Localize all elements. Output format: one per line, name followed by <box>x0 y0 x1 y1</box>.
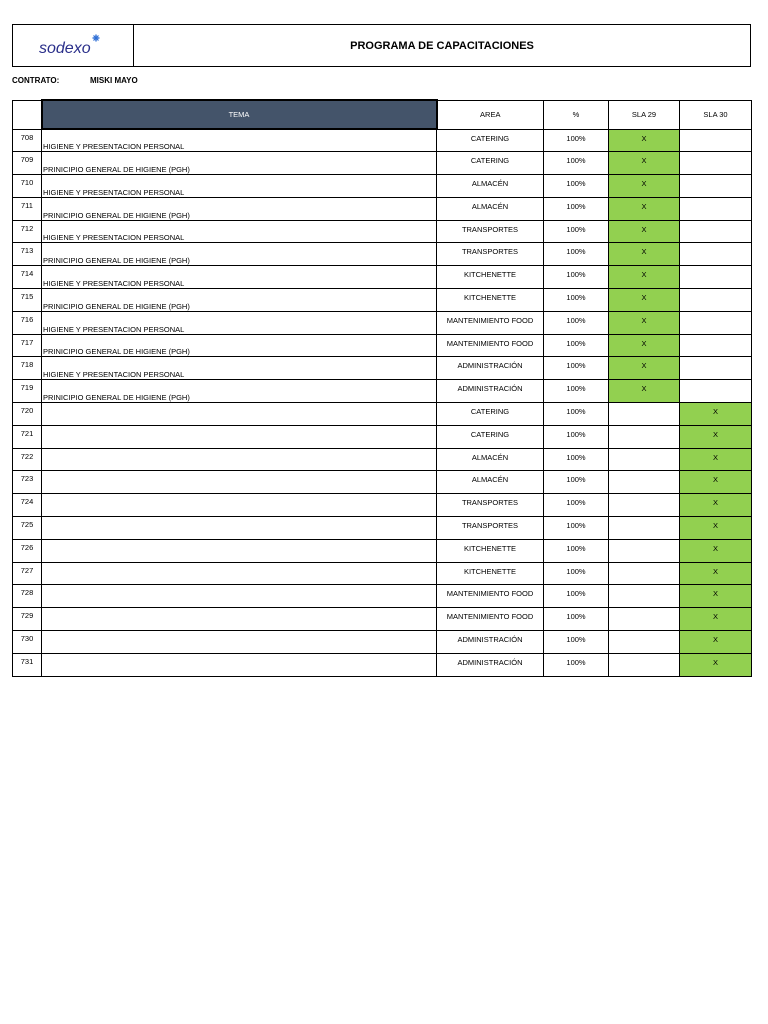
row-tema <box>42 448 437 471</box>
row-percent: 100% <box>544 448 609 471</box>
table-row <box>13 608 752 631</box>
row-area: CATERING <box>437 403 544 426</box>
row-tema <box>42 471 437 494</box>
row-area: CATERING <box>437 425 544 448</box>
row-sla-29 <box>609 425 680 448</box>
row-sla-30 <box>680 197 752 220</box>
table-row <box>13 425 752 448</box>
row-sla-29: X <box>609 243 680 266</box>
row-percent: 100% <box>544 243 609 266</box>
row-tema <box>42 585 437 608</box>
row-tema: HIGIENE Y PRESENTACION PERSONAL <box>42 311 437 334</box>
row-area: ADMINISTRACIÓN <box>437 380 544 403</box>
row-number: 721 <box>13 425 42 448</box>
row-percent: 100% <box>544 585 609 608</box>
row-area: MANTENIMIENTO FOOD <box>437 334 544 357</box>
row-area: KITCHENETTE <box>437 562 544 585</box>
table-row <box>13 334 752 357</box>
row-sla-29: X <box>609 152 680 175</box>
table-row <box>13 243 752 266</box>
row-sla-29 <box>609 494 680 517</box>
table-row <box>13 289 752 312</box>
row-sla-30 <box>680 311 752 334</box>
row-area: MANTENIMIENTO FOOD <box>437 608 544 631</box>
row-number: 711 <box>13 197 42 220</box>
row-sla-29: X <box>609 220 680 243</box>
table-row <box>13 266 752 289</box>
row-sla-30 <box>680 380 752 403</box>
row-number: 708 <box>13 129 42 152</box>
row-area: MANTENIMIENTO FOOD <box>437 585 544 608</box>
table-row <box>13 129 752 152</box>
star-icon <box>93 34 100 41</box>
row-tema: HIGIENE Y PRESENTACION PERSONAL <box>42 220 437 243</box>
row-sla-29: X <box>609 289 680 312</box>
row-tema: HIGIENE Y PRESENTACION PERSONAL <box>42 357 437 380</box>
table-row <box>13 197 752 220</box>
row-area: ALMACÉN <box>437 471 544 494</box>
row-number: 730 <box>13 631 42 654</box>
row-sla-30: X <box>680 539 752 562</box>
row-sla-29 <box>609 471 680 494</box>
row-percent: 100% <box>544 357 609 380</box>
row-number: 726 <box>13 539 42 562</box>
table-row <box>13 403 752 426</box>
row-sla-29: X <box>609 197 680 220</box>
row-area: ADMINISTRACIÓN <box>437 631 544 654</box>
row-sla-30 <box>680 243 752 266</box>
row-sla-30 <box>680 289 752 312</box>
row-percent: 100% <box>544 403 609 426</box>
column-header-percent: % <box>544 100 609 129</box>
row-sla-30 <box>680 175 752 198</box>
row-area: ADMINISTRACIÓN <box>437 357 544 380</box>
row-tema: HIGIENE Y PRESENTACION PERSONAL <box>42 266 437 289</box>
row-sla-30 <box>680 220 752 243</box>
row-tema: PRINICIPIO GENERAL DE HIGIENE (PGH) <box>42 197 437 220</box>
row-sla-29: X <box>609 311 680 334</box>
column-header-area: AREA <box>437 100 544 129</box>
row-number: 715 <box>13 289 42 312</box>
row-area: CATERING <box>437 129 544 152</box>
row-area: KITCHENETTE <box>437 539 544 562</box>
row-sla-30 <box>680 152 752 175</box>
row-area: KITCHENETTE <box>437 266 544 289</box>
row-tema <box>42 494 437 517</box>
row-tema <box>42 425 437 448</box>
row-number: 729 <box>13 608 42 631</box>
row-area: MANTENIMIENTO FOOD <box>437 311 544 334</box>
row-percent: 100% <box>544 631 609 654</box>
table-row <box>13 471 752 494</box>
row-percent: 100% <box>544 334 609 357</box>
row-percent: 100% <box>544 266 609 289</box>
row-tema: PRINICIPIO GENERAL DE HIGIENE (PGH) <box>42 289 437 312</box>
row-number: 712 <box>13 220 42 243</box>
page-title: PROGRAMA DE CAPACITACIONES <box>350 39 534 52</box>
row-tema <box>42 517 437 540</box>
row-area: TRANSPORTES <box>437 220 544 243</box>
row-number: 719 <box>13 380 42 403</box>
row-sla-29 <box>609 631 680 654</box>
table-row <box>13 175 752 198</box>
row-number: 731 <box>13 653 42 676</box>
row-sla-29: X <box>609 175 680 198</box>
table-row <box>13 380 752 403</box>
row-area: TRANSPORTES <box>437 517 544 540</box>
row-sla-29: X <box>609 380 680 403</box>
row-tema: PRINICIPIO GENERAL DE HIGIENE (PGH) <box>42 243 437 266</box>
row-sla-29: X <box>609 266 680 289</box>
table-row <box>13 653 752 676</box>
row-percent: 100% <box>544 220 609 243</box>
row-percent: 100% <box>544 471 609 494</box>
row-tema <box>42 539 437 562</box>
row-number: 725 <box>13 517 42 540</box>
row-sla-29 <box>609 653 680 676</box>
row-area: ADMINISTRACIÓN <box>437 653 544 676</box>
logo-cell <box>13 25 134 66</box>
row-area: ALMACÉN <box>437 197 544 220</box>
table-row <box>13 539 752 562</box>
column-header-tema: TEMA <box>42 100 437 129</box>
table-row <box>13 220 752 243</box>
row-sla-29: X <box>609 129 680 152</box>
row-number: 720 <box>13 403 42 426</box>
row-number: 709 <box>13 152 42 175</box>
row-sla-30 <box>680 129 752 152</box>
row-percent: 100% <box>544 539 609 562</box>
row-number: 710 <box>13 175 42 198</box>
row-percent: 100% <box>544 517 609 540</box>
logo-wordmark: sodexo <box>39 39 91 57</box>
training-table <box>12 99 752 677</box>
row-sla-30: X <box>680 631 752 654</box>
row-percent: 100% <box>544 129 609 152</box>
row-number: 723 <box>13 471 42 494</box>
row-sla-30: X <box>680 494 752 517</box>
row-sla-30 <box>680 334 752 357</box>
row-tema: PRINICIPIO GENERAL DE HIGIENE (PGH) <box>42 380 437 403</box>
document-header <box>12 24 751 67</box>
row-sla-30: X <box>680 425 752 448</box>
column-header-num <box>13 100 42 129</box>
contract-value: MISKI MAYO <box>90 76 138 85</box>
table-row <box>13 357 752 380</box>
table-row <box>13 562 752 585</box>
row-area: TRANSPORTES <box>437 243 544 266</box>
row-percent: 100% <box>544 175 609 198</box>
contract-label: CONTRATO: <box>12 76 60 85</box>
row-area: KITCHENETTE <box>437 289 544 312</box>
row-tema: PRINICIPIO GENERAL DE HIGIENE (PGH) <box>42 152 437 175</box>
row-number: 722 <box>13 448 42 471</box>
row-tema: HIGIENE Y PRESENTACION PERSONAL <box>42 129 437 152</box>
row-number: 727 <box>13 562 42 585</box>
row-percent: 100% <box>544 311 609 334</box>
row-sla-30: X <box>680 585 752 608</box>
column-header-sla-30: SLA 30 <box>680 100 752 129</box>
table-header-row <box>13 100 752 129</box>
row-sla-30: X <box>680 471 752 494</box>
row-sla-30: X <box>680 403 752 426</box>
row-sla-30: X <box>680 448 752 471</box>
row-percent: 100% <box>544 494 609 517</box>
row-number: 718 <box>13 357 42 380</box>
row-sla-29 <box>609 562 680 585</box>
table-row <box>13 585 752 608</box>
table-row <box>13 631 752 654</box>
row-tema: HIGIENE Y PRESENTACION PERSONAL <box>42 175 437 198</box>
row-tema <box>42 608 437 631</box>
row-percent: 100% <box>544 152 609 175</box>
row-sla-29 <box>609 403 680 426</box>
row-area: ALMACÉN <box>437 448 544 471</box>
row-tema <box>42 631 437 654</box>
row-number: 713 <box>13 243 42 266</box>
row-sla-29 <box>609 539 680 562</box>
row-sla-30: X <box>680 608 752 631</box>
row-area: CATERING <box>437 152 544 175</box>
row-sla-29 <box>609 517 680 540</box>
row-percent: 100% <box>544 562 609 585</box>
row-number: 714 <box>13 266 42 289</box>
row-sla-30: X <box>680 653 752 676</box>
row-tema <box>42 653 437 676</box>
row-percent: 100% <box>544 425 609 448</box>
table-row <box>13 448 752 471</box>
table-row <box>13 494 752 517</box>
row-sla-30: X <box>680 562 752 585</box>
row-percent: 100% <box>544 289 609 312</box>
row-sla-29 <box>609 608 680 631</box>
sodexo-logo <box>33 32 113 60</box>
row-number: 724 <box>13 494 42 517</box>
row-number: 716 <box>13 311 42 334</box>
row-percent: 100% <box>544 608 609 631</box>
column-header-sla-29: SLA 29 <box>609 100 680 129</box>
row-area: TRANSPORTES <box>437 494 544 517</box>
row-number: 717 <box>13 334 42 357</box>
row-area: ALMACÉN <box>437 175 544 198</box>
row-tema: PRINICIPIO GENERAL DE HIGIENE (PGH) <box>42 334 437 357</box>
row-sla-30: X <box>680 517 752 540</box>
row-sla-29: X <box>609 357 680 380</box>
row-percent: 100% <box>544 653 609 676</box>
table-row <box>13 152 752 175</box>
row-sla-30 <box>680 266 752 289</box>
row-sla-29 <box>609 585 680 608</box>
row-number: 728 <box>13 585 42 608</box>
row-percent: 100% <box>544 197 609 220</box>
row-tema <box>42 403 437 426</box>
row-sla-29 <box>609 448 680 471</box>
table-row <box>13 517 752 540</box>
row-percent: 100% <box>544 380 609 403</box>
row-sla-30 <box>680 357 752 380</box>
row-sla-29: X <box>609 334 680 357</box>
table-body <box>13 129 752 676</box>
row-tema <box>42 562 437 585</box>
table-row <box>13 311 752 334</box>
